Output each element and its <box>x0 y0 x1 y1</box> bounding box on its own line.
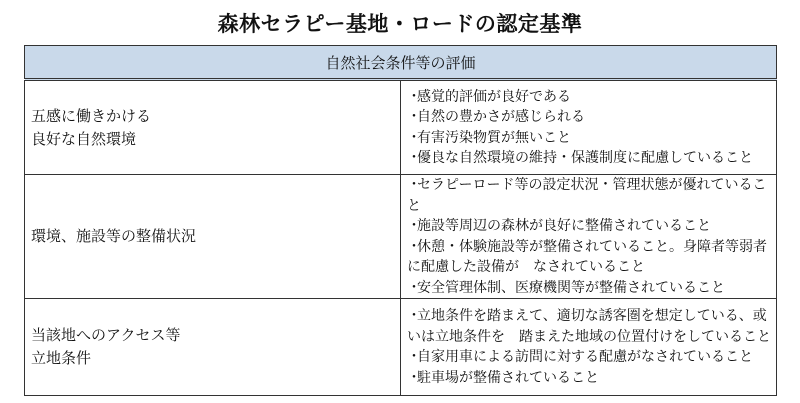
criteria-item <box>407 87 776 108</box>
criteria-item <box>407 368 776 389</box>
criteria-list <box>407 175 776 298</box>
bullet-mark: ・ <box>407 129 421 146</box>
criteria-text: セラピーロード等の設定状況・管理状態が優れていること <box>407 177 767 214</box>
criteria-cell <box>401 175 777 299</box>
criteria-item <box>407 216 776 237</box>
criteria-cell <box>401 299 777 396</box>
criteria-text: 休憩・体験施設等が整備されていること。身障者等弱者に配慮した設備が なされていること <box>407 238 767 275</box>
criteria-item <box>407 237 776 278</box>
criteria-text: 優良な自然環境の維持・保護制度に配慮していること <box>417 150 753 166</box>
category-label: 良好な自然環境 <box>31 129 137 148</box>
table-row <box>25 175 777 299</box>
table-row <box>25 80 777 175</box>
criteria-text: 駐車場が整備されていること <box>417 369 599 386</box>
table-row <box>25 299 777 396</box>
category-cell <box>25 175 401 299</box>
criteria-text: 感覚的評価が良好である <box>417 88 571 105</box>
category-label: 立地条件 <box>31 349 92 367</box>
table-header: 自然社会条件等の評価 <box>25 46 777 80</box>
bullet-mark: ・ <box>407 218 421 234</box>
criteria-item <box>407 175 776 216</box>
criteria-cell <box>401 80 777 175</box>
criteria-text: 安全管理体制、医療機関等が整備されていること <box>417 279 725 296</box>
bullet-mark: ・ <box>407 279 421 296</box>
category-label: 環境、施設等の整備状況 <box>31 227 197 245</box>
criteria-item <box>407 107 776 128</box>
criteria-text: 自家用車による訪問に対する配慮がなされていること <box>417 349 753 365</box>
criteria-text: 自然の豊かさが感じられる <box>417 109 585 125</box>
criteria-list <box>407 306 776 388</box>
bullet-mark: ・ <box>407 177 421 193</box>
category-label: 当該地へのアクセス等 <box>31 326 181 344</box>
criteria-text: 施設等周辺の森林が良好に整備されていること <box>417 218 711 234</box>
criteria-table <box>24 45 777 396</box>
page-title: 森林セラピー基地・ロードの認定基準 <box>217 12 583 36</box>
criteria-list <box>407 87 776 169</box>
bullet-mark: ・ <box>407 349 421 365</box>
bullet-mark: ・ <box>407 238 421 255</box>
table-header-row <box>25 46 777 80</box>
category-cell <box>25 299 401 396</box>
criteria-item <box>407 347 776 368</box>
bullet-mark: ・ <box>407 109 421 125</box>
criteria-item <box>407 278 776 299</box>
criteria-text: 立地条件を踏まえて、適切な誘客圏を想定している、或いは立地条件を 踏まえた地域の位置付けをしていること <box>407 308 771 345</box>
bullet-mark: ・ <box>407 369 421 386</box>
category-cell <box>25 80 401 175</box>
bullet-mark: ・ <box>407 150 421 166</box>
bullet-mark: ・ <box>407 88 421 105</box>
bullet-mark: ・ <box>407 308 421 324</box>
criteria-item <box>407 306 776 347</box>
category-label: 五感に働きかける <box>31 106 152 125</box>
criteria-item <box>407 148 776 169</box>
criteria-text: 有害汚染物質が無いこと <box>417 129 571 146</box>
criteria-item <box>407 128 776 149</box>
